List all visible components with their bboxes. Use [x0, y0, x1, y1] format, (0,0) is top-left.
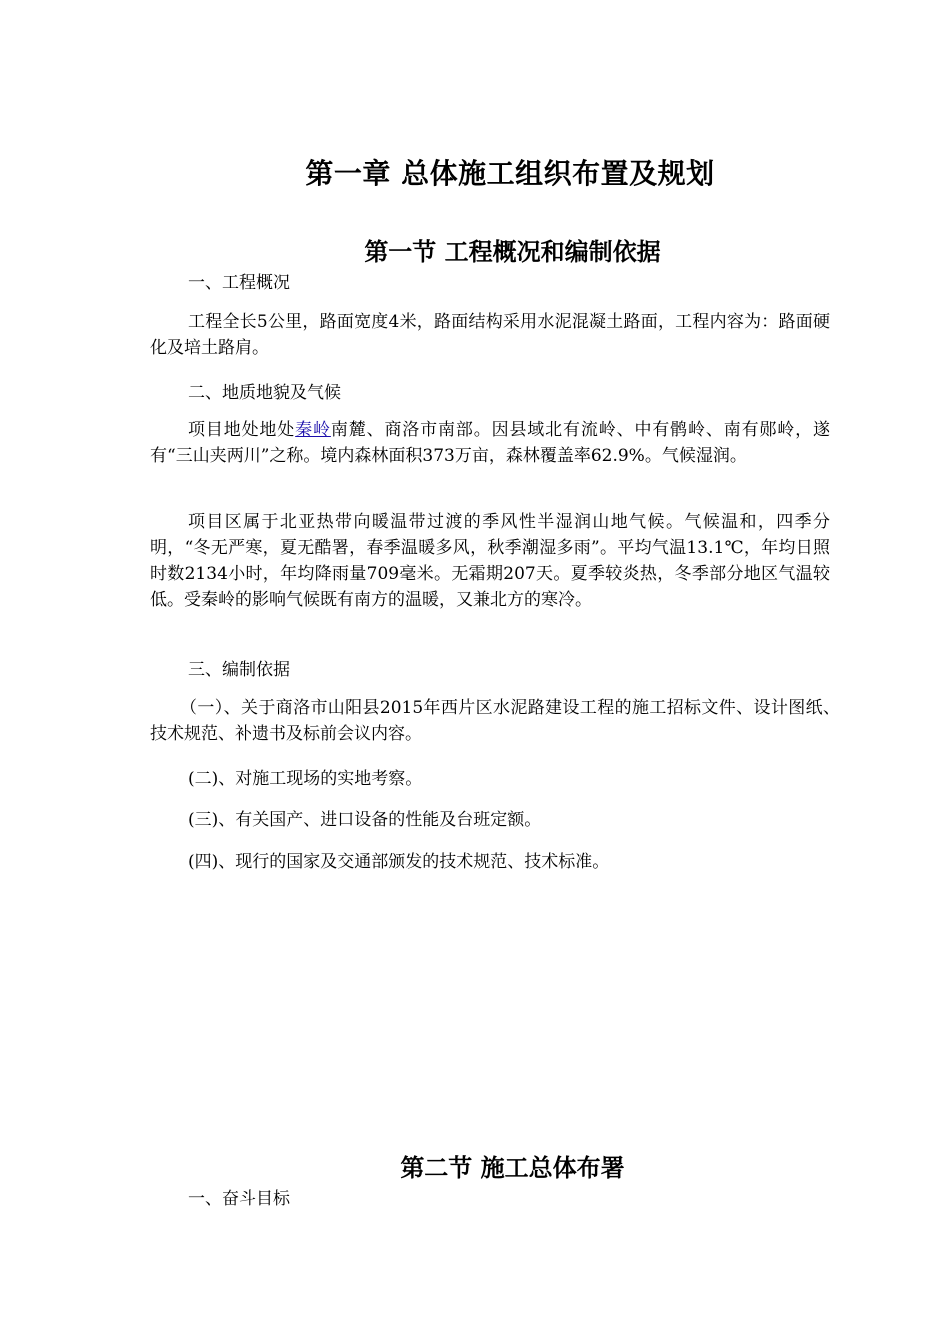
heading-project-overview: 一、工程概况	[188, 273, 290, 293]
paragraph-geology-rest: 南麓、商洛市南部。因县域北有流岭、中有鹘岭、南有郧岭，遂有“三山夹两川”之称。境内森林面积373万亩，森林覆盖率62.9%。气候湿润。	[150, 420, 831, 466]
basis-item-4: (四)、现行的国家及交通部颁发的技术规范、技术标准。	[188, 852, 610, 872]
basis-item-2: (二)、对施工现场的实地考察。	[188, 769, 423, 789]
chapter-title: 第一章 总体施工组织布置及规划	[305, 157, 715, 190]
paragraph-basis-1: （一）、关于商洛市山阳县2015年西片区水泥路建设工程的施工招标文件、设计图纸、技术规范、补遗书及标前会议内容。	[150, 698, 840, 744]
heading-compilation-basis: 三、编制依据	[188, 660, 290, 680]
paragraph-climate: 项目区属于北亚热带向暖温带过渡的季风性半湿润山地气候。气候温和，四季分明，“冬无严寒，夏无酷署，春季温暖多风，秋季潮湿多雨”。平均气温13.1℃，年均日照时数2134小时，年均降雨量709毫米。无霜期207天。夏季较炎热，冬季部分地区气温较低。受秦岭的影响气候既有南方的温暖，又兼北方的寒冷。	[150, 512, 830, 610]
paragraph-project-overview: 工程全长5公里，路面宽度4米，路面结构采用水泥混凝土路面，工程内容为：路面硬化及培土路肩。	[150, 312, 830, 358]
heading-geology-climate: 二、地质地貌及气候	[188, 383, 341, 403]
section-title-1: 第一节 工程概况和编制依据	[364, 237, 661, 266]
heading-goals: 一、奋斗目标	[188, 1189, 290, 1209]
qinling-link[interactable]: 秦岭	[295, 420, 331, 440]
paragraph-geology	[150, 417, 830, 469]
basis-item-3: (三)、有关国产、进口设备的性能及台班定额。	[188, 810, 542, 830]
paragraph-geology-start: 项目地处地处	[188, 420, 296, 440]
section-title-2: 第二节 施工总体布署	[400, 1153, 625, 1182]
